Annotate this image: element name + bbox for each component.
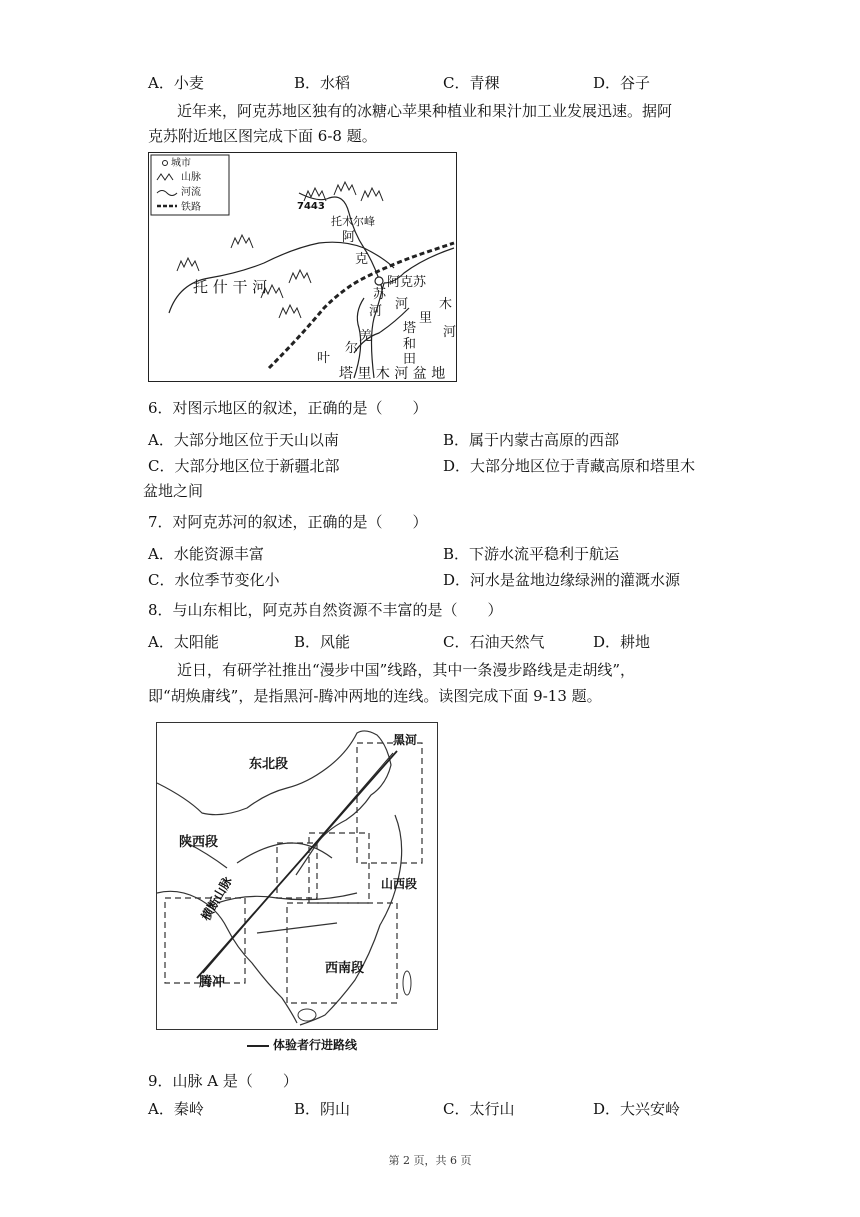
q8-stem: 8．与山东相比，阿克苏自然资源不丰富的是（ ） xyxy=(148,601,503,619)
yarkand-label-3: 叶 xyxy=(317,351,331,366)
q9-option-b: B．阴山 xyxy=(294,1100,351,1118)
legend-river: 河流 xyxy=(181,187,201,198)
heihe-label: 黑河 xyxy=(393,733,418,747)
q7-option-d: D．河水是盆地边缘绿洲的灌溉水源 xyxy=(443,571,681,589)
q6-option-c: C．大部分地区位于新疆北部 xyxy=(148,457,340,475)
tarim-river-label-3: 河 xyxy=(443,325,457,340)
aksu-map xyxy=(148,152,457,382)
hotan-label-1: 塔 xyxy=(403,321,417,336)
q9-option-c: C．太行山 xyxy=(443,1100,515,1118)
southwest-segment-label: 西南段 xyxy=(325,961,365,976)
q7-option-a: A．水能资源丰富 xyxy=(148,545,264,563)
q6-option-d: D．大部分地区位于青藏高原和塔里木 xyxy=(443,457,696,475)
page-footer: 第 2 页，共 6 页 xyxy=(388,1154,472,1167)
q7-option-b: B．下游水流平稳利于航运 xyxy=(443,545,620,563)
q7-stem: 7．对阿克苏河的叙述，正确的是（ ） xyxy=(148,513,428,531)
q9-stem: 9．山脉 A 是（ ） xyxy=(148,1072,298,1090)
q8-option-a: A．太阳能 xyxy=(148,633,219,651)
shaanxi-segment-label: 陕西段 xyxy=(179,835,219,850)
q9-option-d: D．大兴安岭 xyxy=(593,1100,681,1118)
yarkand-label-1: 羌 xyxy=(359,329,373,344)
he-label: 河 xyxy=(395,297,409,312)
taiyang-river-label: 河 xyxy=(369,304,383,319)
peak-label: 托木尔峰 xyxy=(331,215,375,228)
intro2-line2: 即“胡焕庸线”，是指黑河-腾冲两地的连线。读图完成下面 9-13 题。 xyxy=(148,687,602,705)
intro2-line1: 近日，有研学社推出“漫步中国”线路，其中一条漫步路线是走胡线”， xyxy=(177,661,636,679)
q5-option-b: B．水稻 xyxy=(294,74,351,92)
intro1-line2: 克苏附近地区图完成下面 6-8 题。 xyxy=(148,127,377,145)
q6-option-a: A．大部分地区位于天山以南 xyxy=(148,431,339,449)
route-legend-label: 体验者行进路线 xyxy=(273,1038,358,1052)
aksu-river-label-a: 阿 xyxy=(342,230,356,245)
hengduan-mountains-label: 横断山脉 xyxy=(198,874,235,923)
tarim-basin-label: 塔 里 木 河 盆 地 xyxy=(339,366,446,382)
yarkand-label-2: 尔 xyxy=(345,341,359,356)
q7-option-c: C．水位季节变化小 xyxy=(148,571,280,589)
q9-option-a: A．秦岭 xyxy=(148,1100,204,1118)
q5-option-d: D．谷子 xyxy=(593,74,651,92)
hotan-label-2: 和 xyxy=(403,337,417,352)
route-legend-line-icon xyxy=(247,1045,269,1047)
legend-city: 城市 xyxy=(171,158,191,169)
aksu-city-label: 阿克苏 xyxy=(387,275,427,290)
intro1-line1: 近年来，阿克苏地区独有的冰糖心苹果种植业和果汁加工业发展迅速。据阿 xyxy=(177,102,673,120)
su-label: 苏 xyxy=(373,287,387,302)
q6-stem: 6．对图示地区的叙述，正确的是（ ） xyxy=(148,399,428,417)
tarim-river-label-1: 木 xyxy=(439,297,453,312)
hu-line-map xyxy=(156,722,438,1030)
shanxi-segment-label: 山西段 xyxy=(381,877,418,891)
northeast-segment-label: 东北段 xyxy=(249,757,289,772)
legend-mountain: 山脉 xyxy=(181,172,201,183)
q5-option-a: A．小麦 xyxy=(148,74,204,92)
q6-option-b: B．属于内蒙古高原的西部 xyxy=(443,431,620,449)
tuoshigan-river-label: 托 什 干 河 xyxy=(193,278,268,296)
aksu-river-label-b: 克 xyxy=(355,252,369,267)
route-legend xyxy=(247,1036,357,1053)
q8-option-b: B．风能 xyxy=(294,633,351,651)
tarim-river-label-2: 里 xyxy=(419,311,433,326)
q8-option-d: D．耕地 xyxy=(593,633,651,651)
hotan-label-3: 田 xyxy=(403,352,417,367)
q6-option-d-continued: 盆地之间 xyxy=(143,482,204,500)
legend-railway: 铁路 xyxy=(181,202,201,213)
elevation-label: 7443 xyxy=(297,201,325,212)
tengchong-label: 腾冲 xyxy=(199,975,226,990)
q8-option-c: C．石油天然气 xyxy=(443,633,545,651)
q5-option-c: C．青稞 xyxy=(443,74,500,92)
